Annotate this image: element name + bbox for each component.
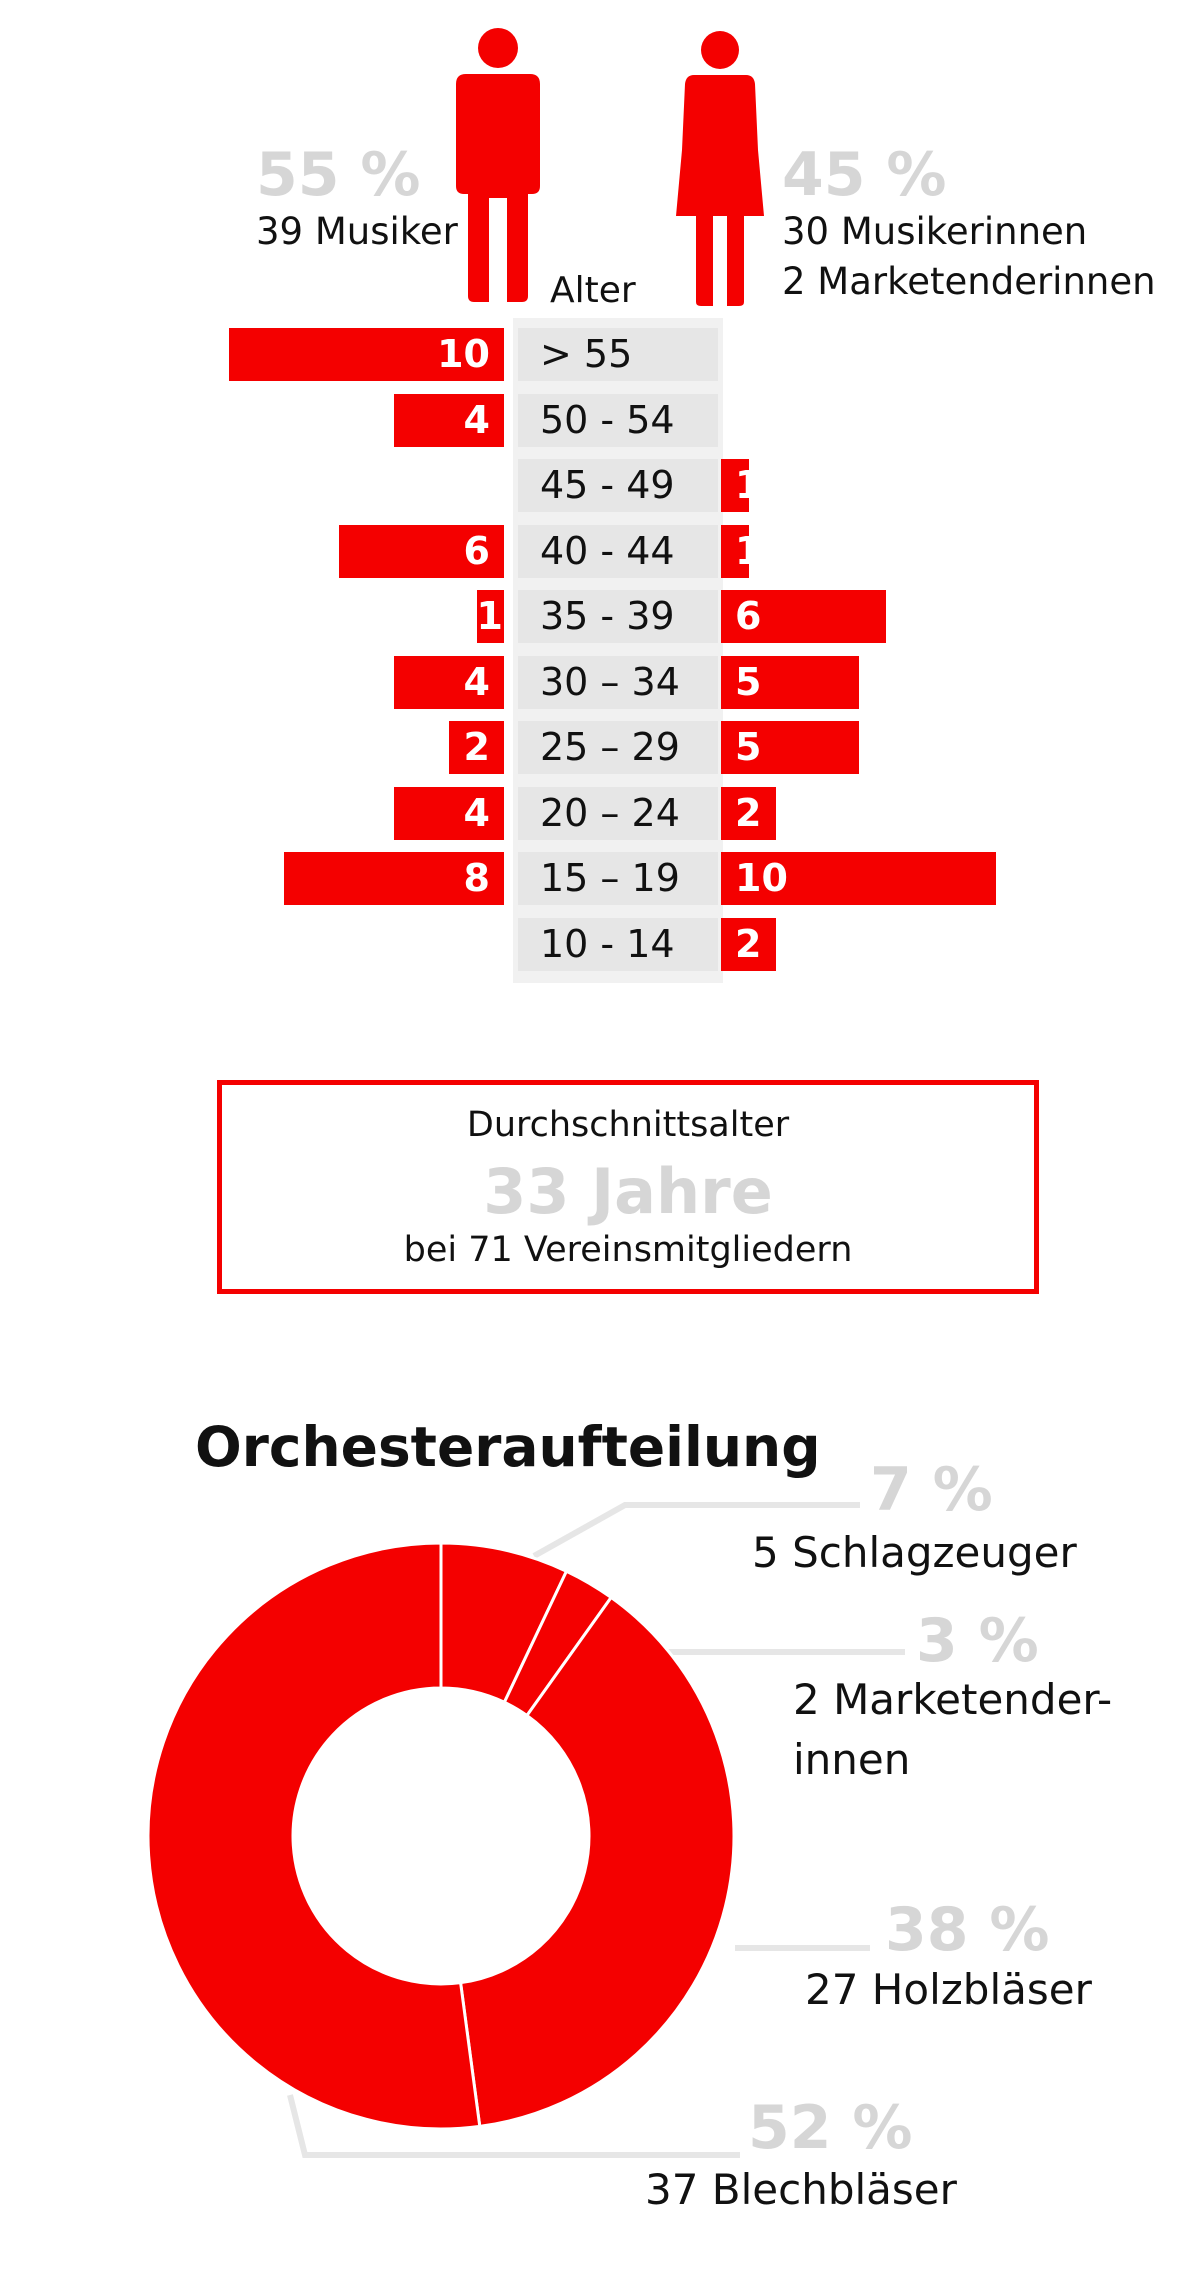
male-bar: 4: [394, 656, 504, 709]
slice-percent-1: 7 %: [870, 1455, 993, 1525]
average-title: Durchschnittsalter: [466, 1105, 790, 1145]
age-category-label: 50 - 54: [518, 394, 718, 447]
slice-label-1: 5 Schlagzeuger: [752, 1528, 1077, 1577]
male-bar: 4: [394, 394, 504, 447]
male-percent: 55 %: [256, 140, 421, 210]
female-label-1: 30 Musikerinnen: [782, 210, 1088, 253]
male-label: 39 Musiker: [256, 210, 458, 253]
female-bar: 5: [721, 656, 859, 709]
female-bar: 10: [721, 852, 996, 905]
male-bar: 4: [394, 787, 504, 840]
age-category-label: 20 – 24: [518, 787, 718, 840]
slice-percent-4: 52 %: [748, 2093, 913, 2163]
age-category-label: 10 - 14: [518, 918, 718, 971]
slice-label-4: 37 Blechbläser: [645, 2165, 957, 2214]
female-bar: 2: [721, 918, 776, 971]
female-bar: 2: [721, 787, 776, 840]
age-axis-label: Alter: [550, 270, 636, 311]
age-category-label: 40 - 44: [518, 525, 718, 578]
age-category-label: 30 – 34: [518, 656, 718, 709]
female-bar: 5: [721, 721, 859, 774]
slice-label-2b: innen: [793, 1735, 911, 1784]
orchestra-title: Orchesteraufteilung: [195, 1415, 821, 1479]
male-bar: 10: [229, 328, 504, 381]
slice-percent-3: 38 %: [885, 1895, 1050, 1965]
female-bar: 1: [721, 459, 749, 512]
male-bar: 8: [284, 852, 504, 905]
average-subtitle: bei 71 Vereinsmitgliedern: [403, 1230, 853, 1270]
slice-label-2: 2 Marketender-: [793, 1675, 1113, 1724]
male-bar: 1: [477, 590, 505, 643]
age-category-label: 45 - 49: [518, 459, 718, 512]
age-category-label: 25 – 29: [518, 721, 718, 774]
average-value: 33 Jahre: [483, 1155, 773, 1228]
age-category-label: > 55: [518, 328, 718, 381]
slice-percent-2: 3 %: [916, 1606, 1039, 1676]
age-category-label: 35 - 39: [518, 590, 718, 643]
female-bar: 6: [721, 590, 886, 643]
slice-label-3: 27 Holzbläser: [805, 1965, 1092, 2014]
age-category-label: 15 – 19: [518, 852, 718, 905]
donut-slice-4: [148, 1543, 480, 2129]
female-bar: 1: [721, 525, 749, 578]
male-bar: 2: [449, 721, 504, 774]
female-label-2: 2 Marketenderinnen: [782, 260, 1156, 303]
female-percent: 45 %: [782, 140, 947, 210]
male-bar: 6: [339, 525, 504, 578]
